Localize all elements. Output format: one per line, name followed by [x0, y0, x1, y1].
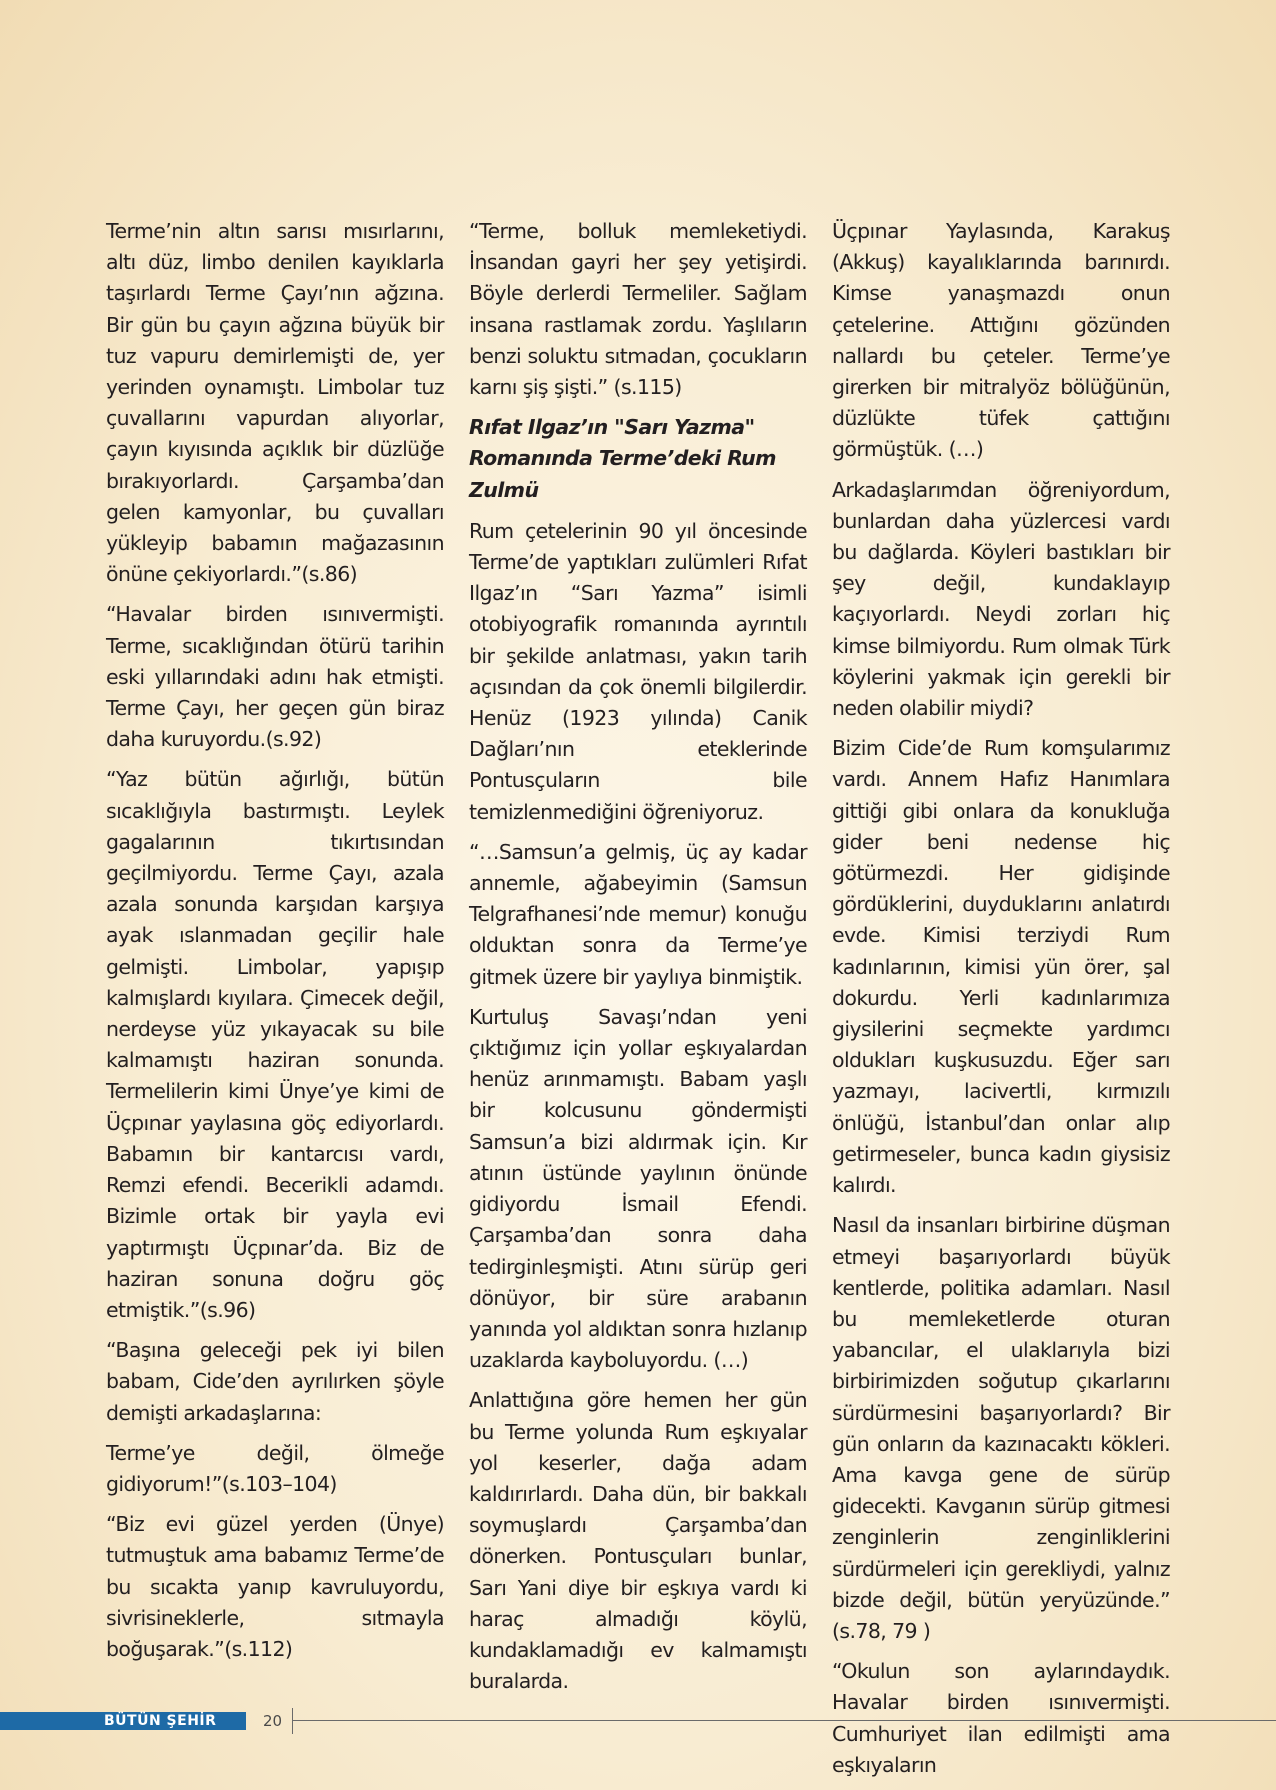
paragraph: Arkadaşlarımdan öğreniyordum, bunlardan daha yüzlercesi vardı bu dağlarda. Köyleri bastıkları bir şey değil, kundaklayıp kaçıyorlardı. Neydi zorları hiç kimse bilmiyordu. Rum olmak Türk köylerini yakmak için gerekli bir neden olabilir miydi? [832, 477, 1170, 721]
footer-rule [293, 1720, 1276, 1721]
footer-brand-label: BÜTÜN ŞEHİR [104, 1713, 217, 1729]
paragraph: “Okulun son aylarındaydık. Havalar birden ısınıvermişti. Cumhuriyet ilan edilmişti ama eşkıyaların [832, 1659, 1170, 1777]
footer-separator [292, 1708, 293, 1734]
paragraph: Terme’ye değil, ölmeğe gidiyorum!”(s.103–104) [106, 1440, 444, 1496]
text-column-2 [469, 216, 807, 1706]
paragraph: “Terme, bolluk memleketiydi. İnsandan gayri her şey yetişirdi. Böyle derlerdi Termeliler. Sağlam insana rastlamak zordu. Yaşlıların benzi soluktu sıtmadan, çocukların karnı şiş şişti.” (s.115) [469, 219, 807, 400]
paragraph: Nasıl da insanları birbirine düşman etmeyi başarıyorlardı büyük kentlerde, politika adamları. Nasıl bu memleketlerde oturan yabancılar, el ulaklarıyla bizi birbirimizden soğutup çıkarlarını sürdürmesini başarıyorlardı? Bir gün onların da kazınacaktı kökleri. Ama kavga gene de sürüp gidecekti. Kavganın sürüp gitmesi zenginlerin zenginliklerini sürdürmeleri için gerekliydi, yalnız bizde değil, bütün yeryüzünde.” (s.78, 79 ) [832, 1213, 1170, 1643]
paragraph: Bizim Cide’de Rum komşularımız vardı. Annem Hafız Hanımlara gittiği gibi onlara da konukluğa gider beni nedense hiç götürmezdi. Her gidişinde gördüklerini, duyduklarını anlatırdı evde. Kimisi terziydi Rum kadınlarının, kimisi yün örer, şal dokurdu. Yerli kadınlarımıza giysilerini seçmekte yardımcı oldukları kuşkusuzdu. Eğer sarı yazmayı, lacivertli, kırmızılı önlüğü, İstanbul’dan onlar alıp getirmeseler, bunca kadın giysisiz kalırdı. [832, 736, 1170, 1198]
paragraph: Terme’nin altın sarısı mısırlarını, altı düz, limbo denilen kayıklarla taşırlardı Terme Çayı’nın ağzına. Bir gün bu çayın ağzına büyük bir tuz vapuru demirlemişti de, yer yerinden oynamıştı. Limbolar tuz çuvallarını vapurdan alıyorlar, çayın kıyısında açıklık bir düzlüğe bırakıyorlardı. Çarşamba’dan gelen kamyonlar, bu çuvalları yükleyip babamın mağazasının önüne çekiyorlardı.”(s.86) [106, 219, 444, 587]
paragraph: “Havalar birden ısınıvermişti. Terme, sıcaklığından ötürü tarihin eski yıllarındaki adını hak etmişti. Terme Çayı, her geçen gün biraz daha kuruyordu.(s.92) [106, 602, 444, 752]
paragraph: Kurtuluş Savaşı’ndan yeni çıktığımız için yollar eşkıyalardan henüz arınmamıştı. Babam yaşlı bir kolcusunu göndermişti Samsun’a bizi aldırmak için. Kır atının üstünde yaylının önünde gidiyordu İsmail Efendi. Çarşamba’dan sonra daha tedirginleşmişti. Atını sürüp geri dönüyor, bir süre arabanın yanında yol aldıktan sonra hızlanıp uzaklarda kayboluyordu. (…) [469, 1004, 807, 1373]
paragraph: Üçpınar Yaylasında, Karakuş (Akkuş) kayalıklarında barınırdı. Kimse yanaşmazdı onun çetelerine. Attığını gözünden nallardı bu çeteler. Terme’ye girerken bir mitralyöz bölüğünün, düzlükte tüfek çattığını görmüştük. (…) [832, 219, 1170, 462]
text-column-3 [832, 216, 1170, 1790]
paragraph: Rum çetelerinin 90 yıl öncesinde Terme’de yaptıkları zulümleri Rıfat Ilgaz’ın “Sarı Yazma” isimli otobiyografik romanında ayrıntılı bir şekilde anlatması, yakın tarih açısından da çok önemli bilgilerdir. Henüz (1923 yılında) Canik Dağları’nın eteklerinde Pontusçuların bile temizlenmediğini öğreniyoruz. [469, 518, 807, 824]
page-footer [0, 1706, 1276, 1736]
section-heading: Rıfat Ilgaz’ın "Sarı Yazma" Romanında Terme’deki Rum Zulmü [469, 415, 776, 502]
text-column-1 [106, 216, 444, 1674]
page-number: 20 [263, 1712, 283, 1730]
paragraph: “…Samsun’a gelmiş, üç ay kadar annemle, ağabeyimin (Samsun Telgrafhanesi’nde memur) konuğu olduktan sonra da Terme’ye gitmek üzere bir yaylıya binmiştik. [469, 839, 807, 989]
paragraph: “Biz evi güzel yerden (Ünye) tutmuştuk ama babamız Terme’de bu sıcakta yanıp kavruluyordu, sivrisineklerle, sıtmayla boğuşarak.”(s.112) [106, 1512, 444, 1661]
paragraph: Anlattığına göre hemen her gün bu Terme yolunda Rum eşkıyalar yol keserler, dağa adam kaldırırlardı. Daha dün, bir bakkalı soymuşlardı Çarşamba’dan dönerken. Pontusçuları bunlar, Sarı Yani diye bir eşkıya vardı ki haraç almadığı köylü, kundaklamadığı ev kalmamıştı buralarda. [469, 1388, 807, 1694]
paragraph: “Yaz bütün ağırlığı, bütün sıcaklığıyla bastırmıştı. Leylek gagalarının tıkırtısından geçilmiyordu. Terme Çayı, azala azala sonunda karşıdan karşıya ayak ıslanmadan geçilir hale gelmişti. Limbolar, yapışıp kalmışlardı kıyılara. Çimecek değil, nerdeyse yüz yıkayacak su bile kalmamıştı haziran sonunda. Termelilerin kimi Ünye’ye kimi de Üçpınar yaylasına göç ediyorlardı. Babamın bir kantarcısı vardı, Remzi efendi. Becerikli adamdı. Bizimle ortak bir yayla evi yaptırmıştı Üçpınar’da. Biz de haziran sonuna doğru göç etmiştik.”(s.96) [106, 767, 444, 1322]
paragraph: “Başına geleceği pek iyi bilen babam, Cide’den ayrılırken şöyle demişti arkadaşlarına: [106, 1338, 444, 1425]
